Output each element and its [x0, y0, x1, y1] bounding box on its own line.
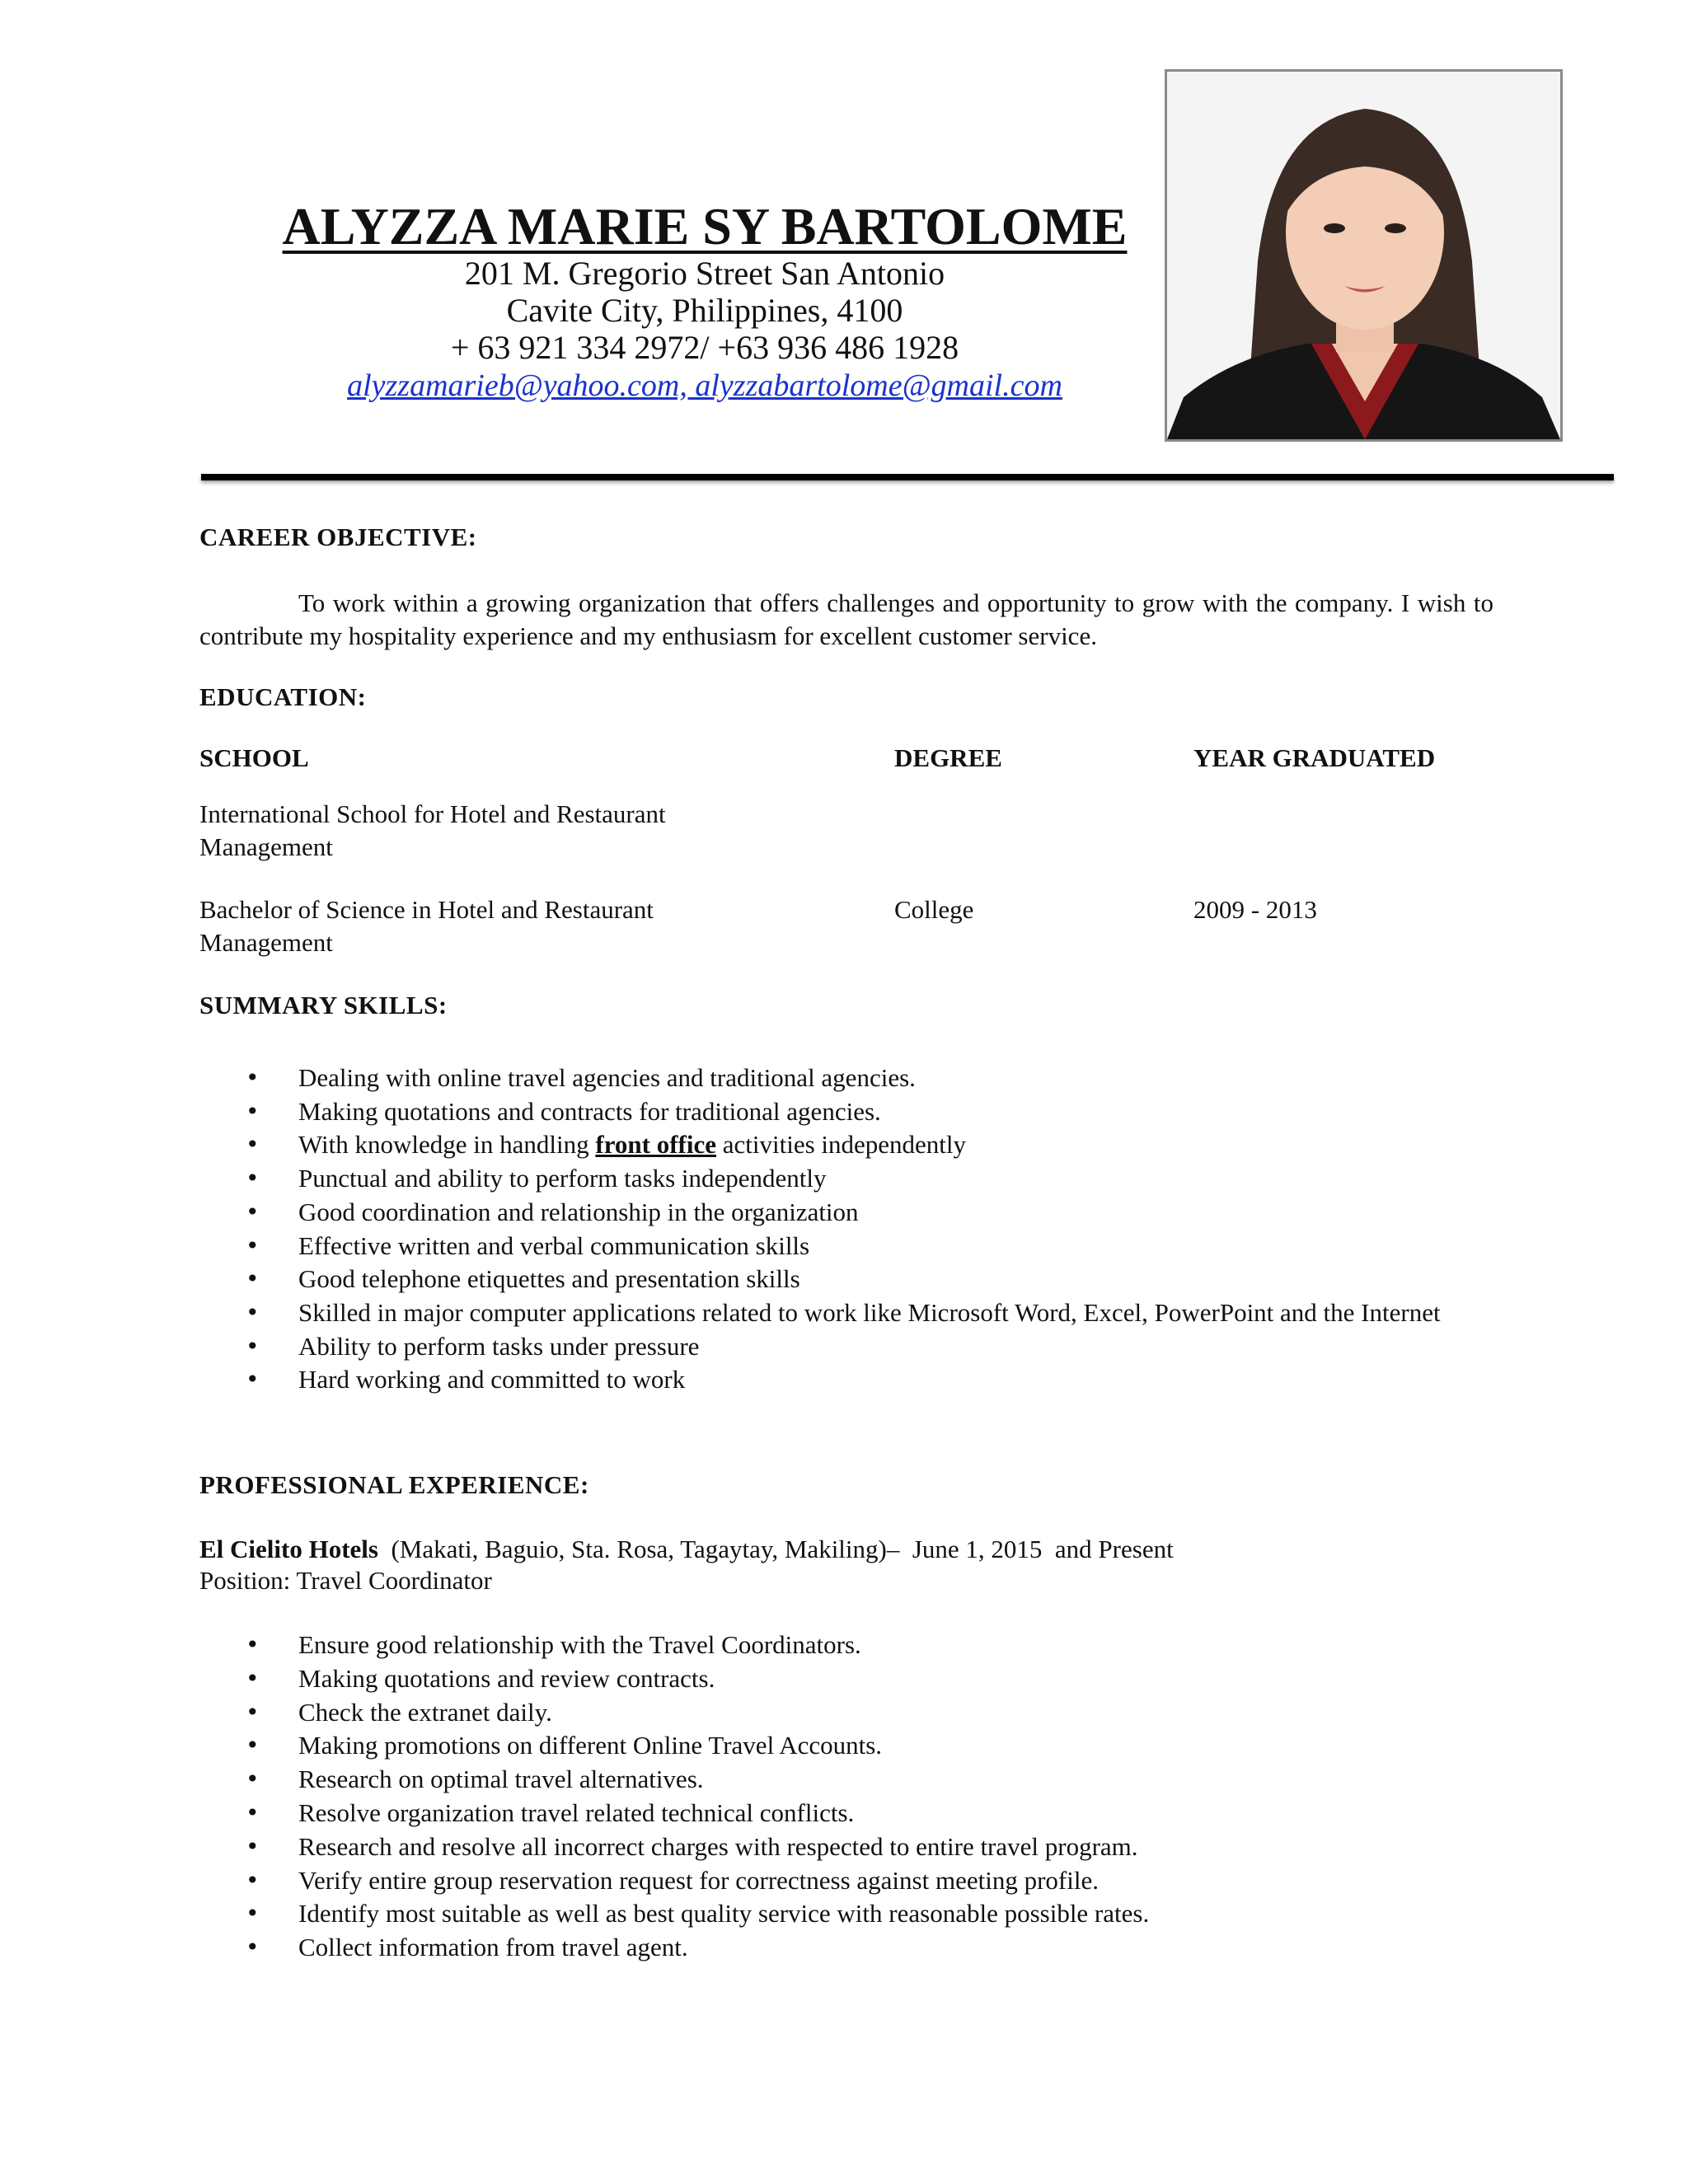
- skill-item: • Making quotations and contracts for traditional agencies.: [199, 1095, 1485, 1129]
- duties-list: [199, 1629, 1485, 1965]
- skill-item: • Ability to perform tasks under pressure: [199, 1330, 1485, 1364]
- header-divider: [201, 474, 1614, 480]
- skill-item: • Good coordination and relationship in the organization: [199, 1196, 1485, 1230]
- education-degree-2: College: [894, 895, 974, 924]
- skill-item: • Skilled in major computer applications related to work like Microsoft Word, Excel, PowerPoint and the Internet: [199, 1296, 1485, 1330]
- duty-item: • Resolve organization travel related technical conflicts.: [199, 1797, 1485, 1830]
- duty-item: • Ensure good relationship with the Travel Coordinators.: [199, 1629, 1485, 1662]
- job-position: Position: Travel Coordinator: [199, 1566, 492, 1595]
- career-objective-heading: CAREER OBJECTIVE:: [199, 523, 477, 551]
- summary-skills-heading: SUMMARY SKILLS:: [199, 991, 448, 1019]
- skill-item: • Good telephone etiquettes and presentation skills: [199, 1263, 1485, 1296]
- education-heading: EDUCATION:: [199, 682, 367, 711]
- skill-item: • Hard working and committed to work: [199, 1363, 1485, 1397]
- phone-numbers: + 63 921 334 2972/ +63 936 486 1928: [450, 329, 959, 366]
- duty-item: • Research on optimal travel alternatives.: [199, 1763, 1485, 1797]
- career-objective-text: To work within a growing organization that offers challenges and opportunity to grow with the company. I wish to contribute my hospitality experience and my enthusiasm for excellent customer service.: [199, 588, 1493, 650]
- duty-item: • Making promotions on different Online Travel Accounts.: [199, 1729, 1485, 1763]
- duty-item: • Research and resolve all incorrect charges with respected to entire travel program.: [199, 1830, 1485, 1864]
- address-line-1: 201 M. Gregorio Street San Antonio: [464, 255, 945, 292]
- education-year-2: 2009 - 2013: [1193, 895, 1317, 924]
- education-column-year: YEAR GRADUATED: [1193, 743, 1436, 772]
- job-locations-dates: (Makati, Baguio, Sta. Rosa, Tagaytay, Makiling)– June 1, 2015 and Present: [377, 1535, 1174, 1563]
- education-column-school: SCHOOL: [199, 743, 309, 772]
- profile-photo: [1165, 69, 1563, 442]
- address-line-2: Cavite City, Philippines, 4100: [506, 292, 903, 329]
- professional-experience-heading: PROFESSIONAL EXPERIENCE:: [199, 1470, 589, 1499]
- duty-item: • Verify entire group reservation request for correctness against meeting profile.: [199, 1864, 1485, 1898]
- skills-list: [199, 1062, 1485, 1397]
- education-school-1: International School for Hotel and Restaurant Management: [199, 799, 666, 861]
- candidate-name: ALYZZA MARIE SY BARTOLOME: [282, 197, 1128, 255]
- education-school-2: Bachelor of Science in Hotel and Restaurant Management: [199, 895, 654, 957]
- job-title-line: [199, 1533, 1174, 1566]
- portrait-illustration: [1167, 72, 1560, 439]
- duty-item: • Check the extranet daily.: [199, 1696, 1485, 1730]
- duty-item: • Making quotations and review contracts.: [199, 1662, 1485, 1696]
- skill-item: • With knowledge in handling front office activities independently: [199, 1128, 1485, 1162]
- skill-item: • Punctual and ability to perform tasks independently: [199, 1162, 1485, 1196]
- email-links[interactable]: alyzzamarieb@yahoo.com, alyzzabartolome@gmail.com: [347, 368, 1062, 403]
- skill-emphasis: front office: [595, 1130, 716, 1160]
- duty-item: • Collect information from travel agent.: [199, 1931, 1485, 1965]
- education-column-degree: DEGREE: [894, 743, 1002, 772]
- skill-item: • Effective written and verbal communication skills: [199, 1230, 1485, 1263]
- duty-item: • Identify most suitable as well as best quality service with reasonable possible rates.: [199, 1897, 1485, 1931]
- company-name: El Cielito Hotels: [199, 1535, 378, 1563]
- skill-item: • Dealing with online travel agencies and traditional agencies.: [199, 1062, 1485, 1095]
